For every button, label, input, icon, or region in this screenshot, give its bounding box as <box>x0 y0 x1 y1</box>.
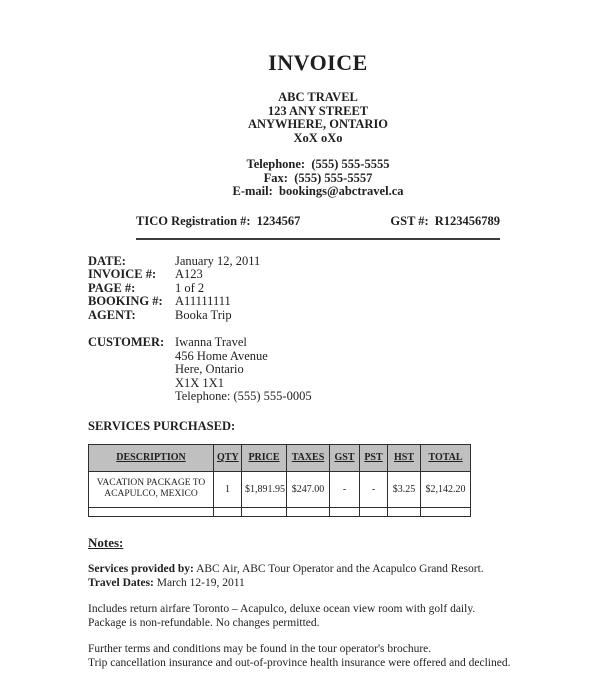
invoice-title: INVOICE <box>268 50 368 75</box>
booking-number-row <box>88 295 548 309</box>
table-header-row <box>89 444 471 471</box>
customer-postal-code: X1X 1X1 <box>175 375 224 390</box>
invoice-number-value: A123 <box>175 267 203 281</box>
invoice-number-label: INVOICE #: <box>88 267 157 281</box>
taxes-cell: $247.00 <box>287 471 330 507</box>
fax-value: (555) 555-5557 <box>294 170 373 185</box>
gst-value: R123456789 <box>434 213 500 228</box>
booking-number-label: BOOKING #: <box>88 294 163 308</box>
column-header-hst: HST <box>388 444 421 471</box>
notes-terms-paragraph <box>88 642 548 670</box>
terms-brochure-line: Further terms and conditions may be found in the tour operator's brochure. <box>88 642 432 655</box>
date-row <box>88 255 548 269</box>
column-header-qty: QTY <box>214 444 242 471</box>
company-postal-code: XoX oXo <box>293 130 343 145</box>
travel-dates-label: Travel Dates: <box>88 576 154 589</box>
registration-row <box>88 214 548 229</box>
travel-dates-line <box>88 576 548 590</box>
column-header-gst: GST <box>330 444 360 471</box>
services-provided-label: Services provided by: <box>88 562 194 575</box>
package-refund-line: Package is non-refundable. No changes permitted. <box>88 616 320 629</box>
company-name: ABC TRAVEL <box>278 90 358 104</box>
pst-cell: - <box>360 471 388 507</box>
date-value: January 12, 2011 <box>175 253 261 268</box>
travel-dates-text: March 12-19, 2011 <box>153 576 245 589</box>
fax-label: Fax: <box>263 170 288 185</box>
column-header-taxes: TAXES <box>287 444 330 471</box>
telephone-value: (555) 555-5555 <box>311 157 390 171</box>
customer-name: Iwanna Travel <box>175 335 247 349</box>
gst-label: GST #: <box>390 213 429 228</box>
company-address-line: 123 ANY STREET <box>267 103 369 118</box>
date-label: DATE: <box>88 253 126 268</box>
page-number-label: PAGE #: <box>88 280 136 295</box>
invoice-number-row <box>88 268 548 282</box>
company-address-line: ANYWHERE, ONTARIO <box>247 117 389 131</box>
table-row <box>89 471 471 507</box>
customer-address-line: 456 Home Avenue <box>175 348 268 363</box>
invoice-content <box>88 50 548 682</box>
notes-package-paragraph <box>88 602 548 630</box>
total-cell: $2,142.20 <box>421 471 471 507</box>
page-number-row <box>88 282 548 296</box>
fax-line <box>88 172 548 186</box>
agent-row <box>88 309 548 323</box>
customer-telephone: Telephone: (555) 555-0005 <box>175 389 312 403</box>
package-includes-line: Includes return airfare Toronto – Acapulco, deluxe ocean view room with golf daily. <box>88 602 476 615</box>
telephone-label: Telephone: <box>246 157 306 171</box>
invoice-meta-block <box>88 255 548 323</box>
price-cell: $1,891.95 <box>242 471 287 507</box>
customer-address-line: Here, Ontario <box>175 362 244 376</box>
tico-label: TICO Registration #: <box>136 213 251 228</box>
customer-details <box>175 336 312 404</box>
notes-heading: Notes: <box>88 534 124 550</box>
gst-number <box>390 214 500 229</box>
telephone-line <box>88 158 548 172</box>
email-value: bookings@abctravel.ca <box>279 184 404 198</box>
column-header-description: DESCRIPTION <box>89 444 214 471</box>
empty-table-row <box>89 507 471 516</box>
agent-label: AGENT: <box>88 307 136 322</box>
email-line <box>88 185 548 199</box>
page-number-value: 1 of 2 <box>175 280 205 295</box>
tico-value: 1234567 <box>256 213 301 228</box>
column-header-total: TOTAL <box>421 444 471 471</box>
column-header-price: PRICE <box>242 444 287 471</box>
services-purchased-heading: SERVICES PURCHASED: <box>88 418 236 433</box>
services-table <box>88 444 471 517</box>
column-header-pst: PST <box>360 444 388 471</box>
services-provided-line <box>88 562 548 576</box>
qty-cell: 1 <box>214 471 242 507</box>
customer-label: CUSTOMER: <box>88 335 165 349</box>
email-label: E-mail: <box>232 184 273 198</box>
notes-services-paragraph <box>88 562 548 590</box>
company-block <box>88 91 548 145</box>
tico-registration <box>136 214 300 229</box>
booking-number-value: A11111111 <box>175 294 231 308</box>
services-provided-text: ABC Air, ABC Tour Operator and the Acapulco Grand Resort. <box>193 562 484 575</box>
divider-rule <box>136 238 500 240</box>
description-cell: VACATION PACKAGE TO ACAPULCO, MEXICO <box>89 471 214 507</box>
agent-value: Booka Trip <box>175 307 232 322</box>
gst-cell: - <box>330 471 360 507</box>
terms-insurance-line: Trip cancellation insurance and out-of-province health insurance were offered and declined. <box>88 656 511 669</box>
customer-section <box>88 336 548 404</box>
hst-cell: $3.25 <box>388 471 421 507</box>
contact-block <box>88 158 548 199</box>
